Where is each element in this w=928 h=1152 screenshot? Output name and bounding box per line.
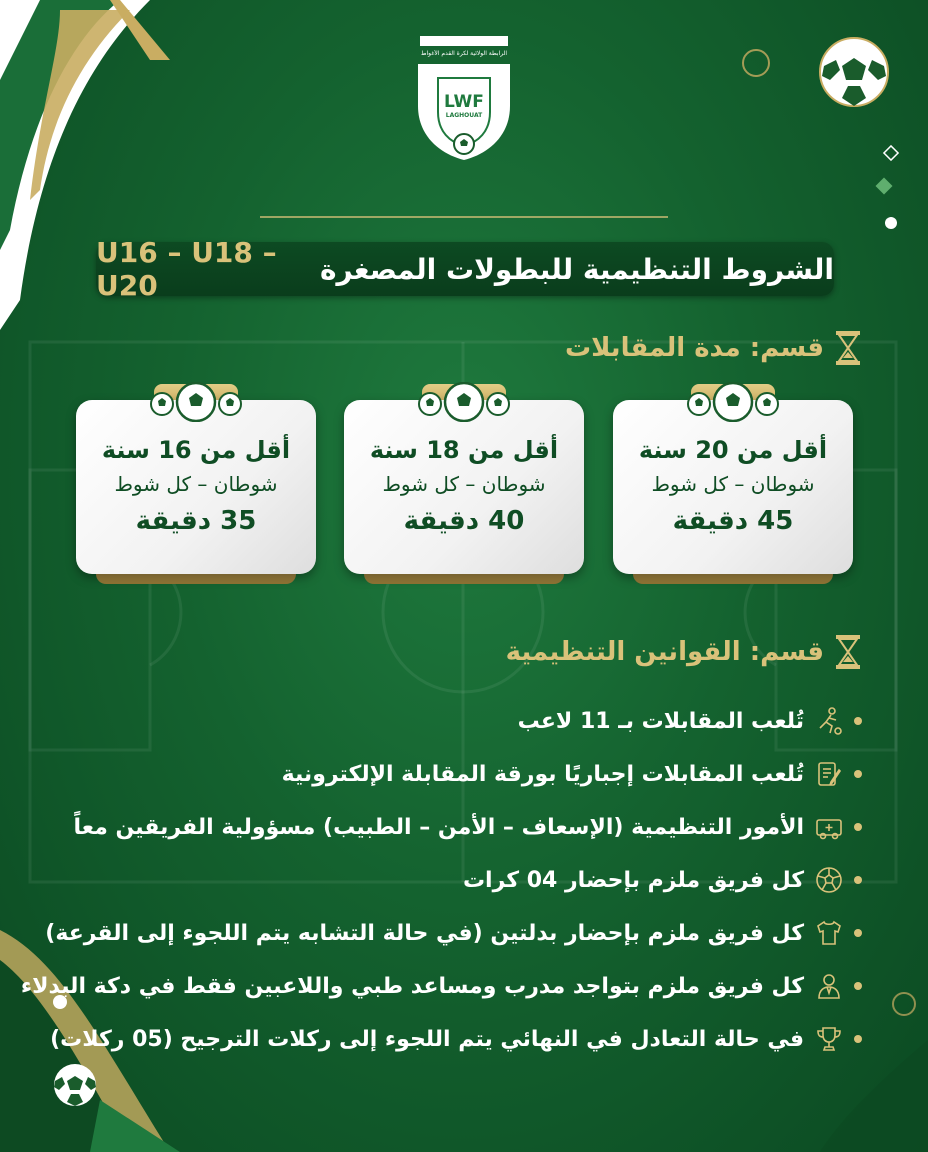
rule-item bbox=[463, 863, 862, 897]
trophy-icon bbox=[814, 1024, 844, 1054]
duration-card-u18 bbox=[344, 400, 584, 574]
section-rules-label: قسم: القوانين التنظيمية bbox=[505, 637, 824, 667]
logo-org-text: الرابطة الولائية لكرة القدم الأغواط bbox=[420, 50, 508, 57]
card-age: أقل من 20 سنة bbox=[638, 436, 828, 464]
card-minutes: 40 دقيقة bbox=[403, 506, 525, 536]
football-decoration-icon bbox=[818, 36, 890, 108]
rule-item bbox=[45, 916, 862, 950]
football-decoration-icon bbox=[52, 1062, 98, 1108]
bullet-dot bbox=[854, 823, 862, 831]
duration-card-u20 bbox=[613, 400, 853, 574]
lwf-logo bbox=[414, 36, 514, 160]
section-duration-header bbox=[565, 328, 862, 368]
card-face bbox=[613, 400, 853, 574]
bullet-dot bbox=[854, 717, 862, 725]
section-duration-label: قسم: مدة المقابلات bbox=[564, 333, 824, 363]
title-bar bbox=[96, 236, 834, 302]
rule-item bbox=[518, 704, 862, 738]
title-age-codes: U16 – U18 – U20 bbox=[96, 236, 277, 302]
rule-text: تُلعب المقابلات بـ 11 لاعب bbox=[517, 708, 804, 734]
section-rules-header bbox=[506, 632, 862, 672]
coach-icon bbox=[814, 971, 844, 1001]
hourglass-icon bbox=[834, 634, 862, 670]
rule-text: كل فريق ملزم بتواجد مدرب ومساعد طبي واللاعبين فقط في دكة البدلاء bbox=[20, 973, 804, 999]
bullet-dot bbox=[854, 1035, 862, 1043]
rule-text: تُلعب المقابلات إجباريًا بورقة المقابلة الإلكترونية bbox=[281, 761, 804, 787]
jersey-icon bbox=[814, 918, 844, 948]
card-minutes: 35 دقيقة bbox=[135, 506, 257, 536]
bullet-dot bbox=[854, 929, 862, 937]
card-age: أقل من 16 سنة bbox=[101, 436, 291, 464]
hourglass-icon bbox=[834, 330, 862, 366]
rule-item bbox=[74, 810, 862, 844]
bullet-dot bbox=[854, 770, 862, 778]
bullet-dot bbox=[854, 982, 862, 990]
logo-initials: LWF bbox=[444, 92, 484, 112]
rule-item bbox=[50, 1022, 862, 1056]
card-halves: شوطان – كل شوط bbox=[382, 472, 546, 496]
rule-text: في حالة التعادل في النهائي يتم اللجوء إلى ركلات الترجيح (05 ركلات) bbox=[50, 1026, 804, 1052]
logo-city: LAGHOUAT bbox=[445, 112, 483, 119]
bullet-dot bbox=[854, 876, 862, 884]
football-icon bbox=[814, 865, 844, 895]
card-face bbox=[344, 400, 584, 574]
card-balls-icon bbox=[416, 382, 512, 422]
card-halves: شوطان – كل شوط bbox=[114, 472, 278, 496]
ambulance-icon bbox=[814, 812, 844, 842]
duration-card-u16 bbox=[76, 400, 316, 574]
player-kick-icon bbox=[814, 706, 844, 736]
rule-text: كل فريق ملزم بإحضار 04 كرات bbox=[462, 867, 804, 893]
document-edit-icon bbox=[814, 759, 844, 789]
card-age: أقل من 18 سنة bbox=[369, 436, 559, 464]
card-balls-icon bbox=[148, 382, 244, 422]
card-halves: شوطان – كل شوط bbox=[651, 472, 815, 496]
page-title: الشروط التنظيمية للبطولات المصغرة bbox=[319, 252, 834, 286]
rule-text: كل فريق ملزم بإحضار بدلتين (في حالة التشابه يتم اللجوء إلى القرعة) bbox=[45, 920, 804, 946]
rule-item bbox=[282, 757, 862, 791]
card-balls-icon bbox=[685, 382, 781, 422]
rule-item bbox=[21, 969, 862, 1003]
card-minutes: 45 دقيقة bbox=[672, 506, 794, 536]
rule-text: الأمور التنظيمية (الإسعاف – الأمن – الطبيب) مسؤولية الفريقين معاً bbox=[73, 814, 804, 840]
card-face bbox=[76, 400, 316, 574]
